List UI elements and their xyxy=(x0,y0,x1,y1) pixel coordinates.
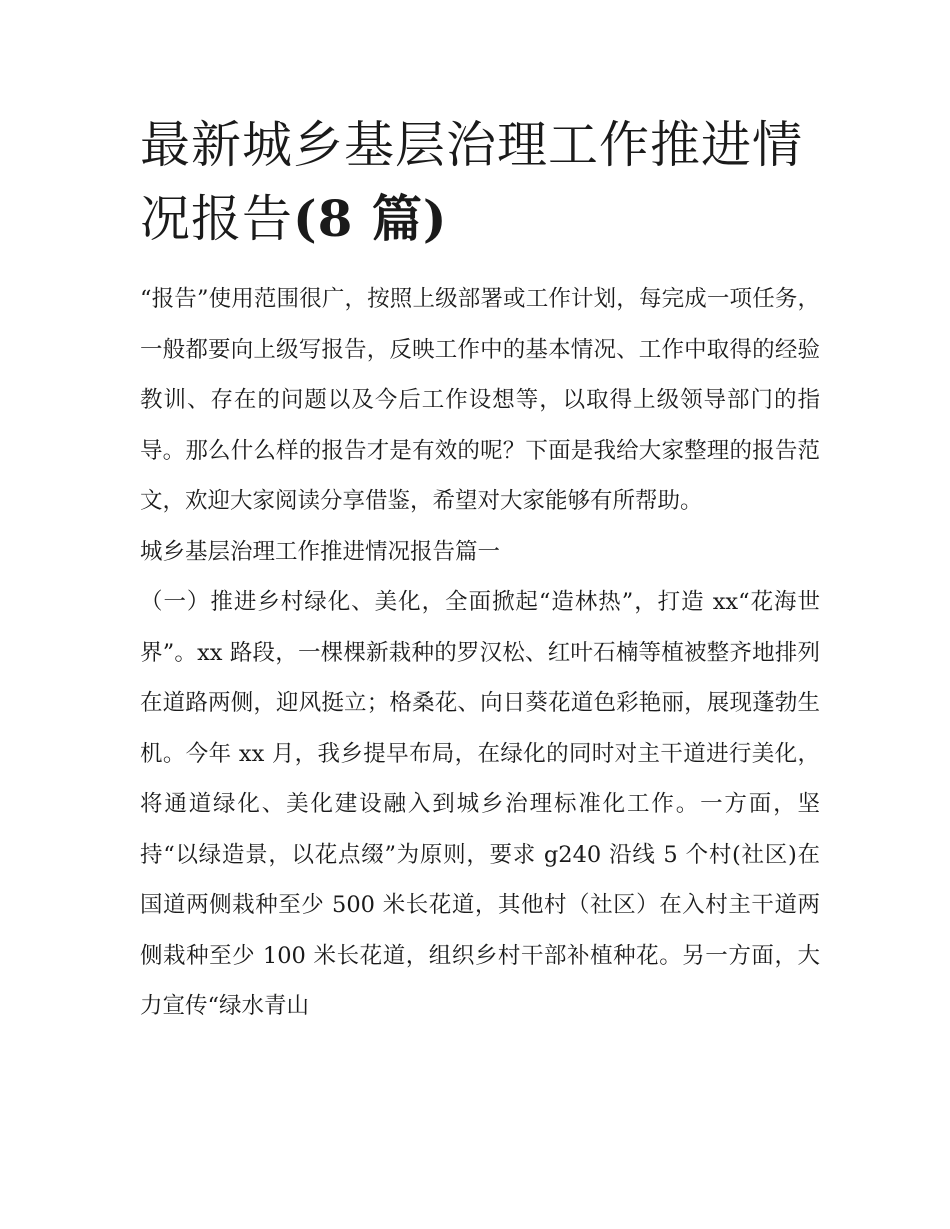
document-page xyxy=(140,108,820,1032)
intro-paragraph: “报告”使用范围很广，按照上级部署或工作计划，每完成一项任务，一般都要向上级写报告，反映工作中的基本情况、工作中取得的经验教训、存在的问题以及今后工作设想等，以取得上级领导部门的指导。那么什么样的报告才是有效的呢？下面是我给大家整理的报告范文，欢迎大家阅读分享借鉴，希望对大家能够有所帮助。 xyxy=(140,286,820,514)
section-heading: 城乡基层治理工作推进情况报告篇一 xyxy=(140,538,501,565)
body-paragraph: （一）推进乡村绿化、美化，全面掀起“造林热”，打造 xx“花海世界”。xx 路段，一棵棵新栽种的罗汉松、红叶石楠等植被整齐地排列在道路两侧，迎风挺立；格桑花、向日葵花道色彩艳丽，展现蓬勃生机。今年 xx 月，我乡提早布局，在绿化的同时对主干道进行美化，将通道绿化、美化建设融入到城乡治理标准化工作。一方面，坚持“以绿造景，以花点缀”为原则，要求 g240 沿线 5 个村(社区)在国道两侧栽种至少 500 米长花道，其他村（社区）在入村主干道两侧栽种至少 100 米长花道，组织乡村干部补植种花。另一方面，大力宣传“绿水青山 xyxy=(140,589,820,1019)
title-line-1: 最新城乡基层治理工作推进情 xyxy=(140,116,803,174)
title-line-2: 况报告 xyxy=(140,190,293,248)
document-title xyxy=(140,108,820,256)
title-count: (8 篇) xyxy=(293,189,448,248)
